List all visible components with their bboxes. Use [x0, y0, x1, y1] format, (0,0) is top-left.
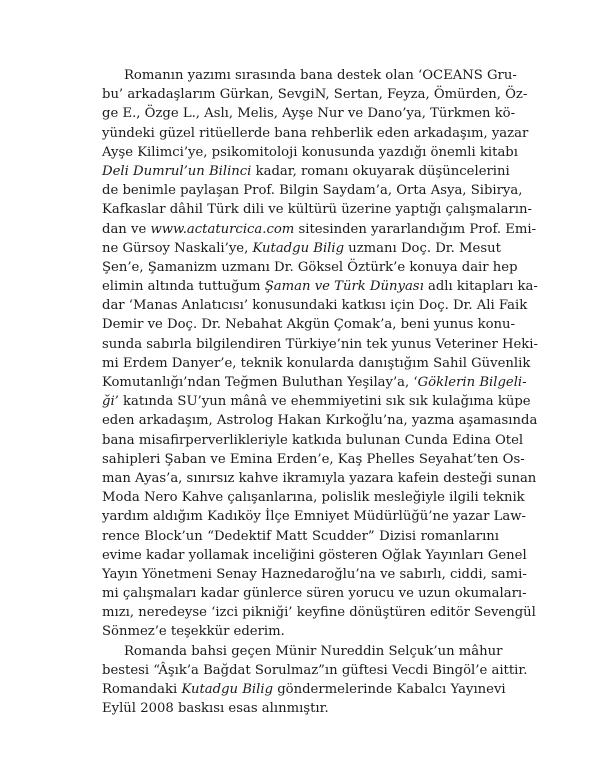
text-line: [102, 66, 517, 85]
text-line: [102, 277, 538, 296]
text-line: [102, 85, 528, 104]
text-span: bana misafirperverlikleriyle katkıda bulunan Cunda Edina Otel: [102, 432, 524, 448]
text-span: Komutanlığı’ndan Teğmen Buluthan Yeşilay’a, ‘: [102, 375, 418, 390]
text-line: [102, 335, 538, 354]
text-line: [102, 373, 527, 392]
text-span: elimin altında tuttuğum: [102, 279, 265, 295]
text-line: [102, 296, 528, 315]
text-span: yardım aldığım Kadıköy İlçe Emniyet Müdürlüğü’ne yazar Law-: [102, 509, 526, 525]
text-span: adlı kitapları ka-: [423, 279, 538, 295]
text-span: Romandaki: [102, 682, 182, 697]
text-line: [102, 411, 538, 430]
text-span: Romanda bahsi geçen Münir Nureddin Selçuk’un mâhur: [124, 643, 503, 659]
text-span: ge E., Özge L., Aslı, Melis, Ayşe Nur ve Dano’ya, Türkmen kö-: [102, 106, 516, 122]
italic-title: ği’: [102, 394, 119, 410]
text-span: Kafkaslar dâhil Türk dili ve kültürü üzerine yaptığı çalışmaların-: [102, 202, 532, 218]
text-span: bu’ arkadaşlarım Gürkan, SevgiN, Sertan, Feyza, Ömürden, Öz-: [102, 87, 528, 103]
text-line: [102, 469, 537, 488]
acknowledgements-text: [102, 66, 538, 718]
text-line: [102, 699, 499, 718]
text-line: [102, 239, 499, 258]
text-line: [102, 603, 536, 622]
text-span: dan ve: [102, 221, 151, 237]
text-line: [102, 488, 525, 507]
paragraph: [102, 642, 528, 719]
text-span: dar ‘Manas Anlatıcısı’ konusundaki katkısı için Doç. Dr. Ali Faik: [102, 298, 528, 314]
italic-title: Kutadgu Bilig: [252, 240, 345, 256]
text-span: sitesinden yararlandığım Prof. Emi-: [294, 221, 537, 237]
text-span: Ayşe Kilimci’ye, psikomitoloji konusunda yazdığı önemli kitabı: [102, 144, 518, 160]
text-span: Eylül 2008 baskısı esas alınmıştır.: [102, 701, 329, 717]
text-line: [102, 642, 503, 661]
text-span: mi Erdem Danyer’e, teknik konularda danıştığım Sahil Güvenlik: [102, 355, 531, 371]
paragraph: [102, 66, 538, 642]
text-span: rence Block’un “Dedektif Matt Scudder” Dizisi romanlarını: [102, 528, 499, 544]
text-span: sahipleri Şaban ve Emina Erden’e, Kaş Phelles Seyahat’ten Os-: [102, 451, 525, 467]
text-span: yündeki güzel ritüellerde bana rehberlik eden arkadaşım, yazar: [102, 125, 529, 141]
text-span: ne Gürsoy Naskali’ye,: [102, 240, 253, 256]
text-line: [102, 258, 518, 277]
text-span: Demir ve Doç. Dr. Nebahat Akgün Çomak’a, beni yunus konu-: [102, 317, 516, 333]
text-line: [102, 584, 527, 603]
text-line: [102, 143, 518, 162]
text-span: bestesi “Âşık’a Bağdat Sorulmaz”ın güftesi Vecdi Bingöl’e aittir.: [102, 662, 528, 678]
text-line: [102, 661, 528, 680]
text-span: mi çalışmaları kadar günlerce süren yorucu ve uzun okumaları-: [102, 586, 527, 602]
text-line: [102, 124, 529, 143]
italic-title: Deli Dumrul’un Bilinci: [102, 163, 252, 179]
text-line: [102, 392, 531, 411]
text-line: [102, 450, 525, 469]
text-span: man Ayas’a, sınırsız kahve ikramıyla yazara kafein desteği sunan: [102, 470, 537, 486]
text-line: [102, 200, 532, 219]
italic-title: www.actaturcica.com: [150, 221, 295, 237]
text-span: Romanın yazımı sırasında bana destek olan ‘OCEANS Gru-: [124, 68, 517, 83]
italic-title: Şaman ve Türk Dünyası: [264, 279, 424, 295]
text-span: eden arkadaşım, Astrolog Hakan Kırkoğlu’na, yazma aşamasında: [102, 413, 538, 429]
text-span: göndermelerinde Kabalcı Yayınevi: [273, 682, 506, 697]
italic-title: Göklerin Bilgeli-: [417, 375, 527, 390]
text-line: [102, 181, 523, 200]
text-line: [102, 315, 516, 334]
text-line: [102, 507, 526, 526]
text-line: [102, 680, 506, 699]
text-span: katında SU’yun mânâ ve ehemmiyetini sık sık kulağıma küpe: [118, 394, 531, 410]
text-span: mızı, neredeyse ‘izci pikniği’ keyfine dönüştüren editör Sevengül: [102, 605, 536, 621]
text-span: uzmanı Doç. Dr. Mesut: [344, 240, 501, 256]
text-span: sunda sabırla bilgilendiren Türkiye’nin tek yunus Veteriner Heki-: [102, 336, 538, 352]
text-span: Şen’e, Şamanizm uzmanı Dr. Göksel Öztürk’e konuya dair hep: [102, 259, 518, 275]
text-line: [102, 104, 516, 123]
text-span: Sönmez’e teşekkür ederim.: [102, 624, 285, 640]
text-line: [102, 162, 510, 181]
text-span: kadar, romanı okuyarak düşüncelerini: [251, 163, 510, 179]
text-line: [102, 546, 527, 565]
text-span: Moda Nero Kahve çalışanlarına, polislik mesleğiyle ilgili teknik: [102, 490, 525, 506]
text-line: [102, 622, 499, 641]
text-span: evime kadar yollamak inceliğini gösteren Oğlak Yayınları Genel: [102, 547, 527, 563]
italic-title: Kutadgu Bilig: [181, 682, 274, 697]
text-line: [102, 527, 499, 546]
text-span: de benimle paylaşan Prof. Bilgin Saydam’a, Orta Asya, Sibirya,: [102, 183, 523, 199]
text-line: [102, 354, 531, 373]
text-line: [102, 220, 537, 239]
text-line: [102, 565, 527, 584]
text-span: Yayın Yönetmeni Senay Haznedaroğlu’na ve sabırlı, ciddi, sami-: [102, 566, 527, 582]
text-line: [102, 431, 524, 450]
